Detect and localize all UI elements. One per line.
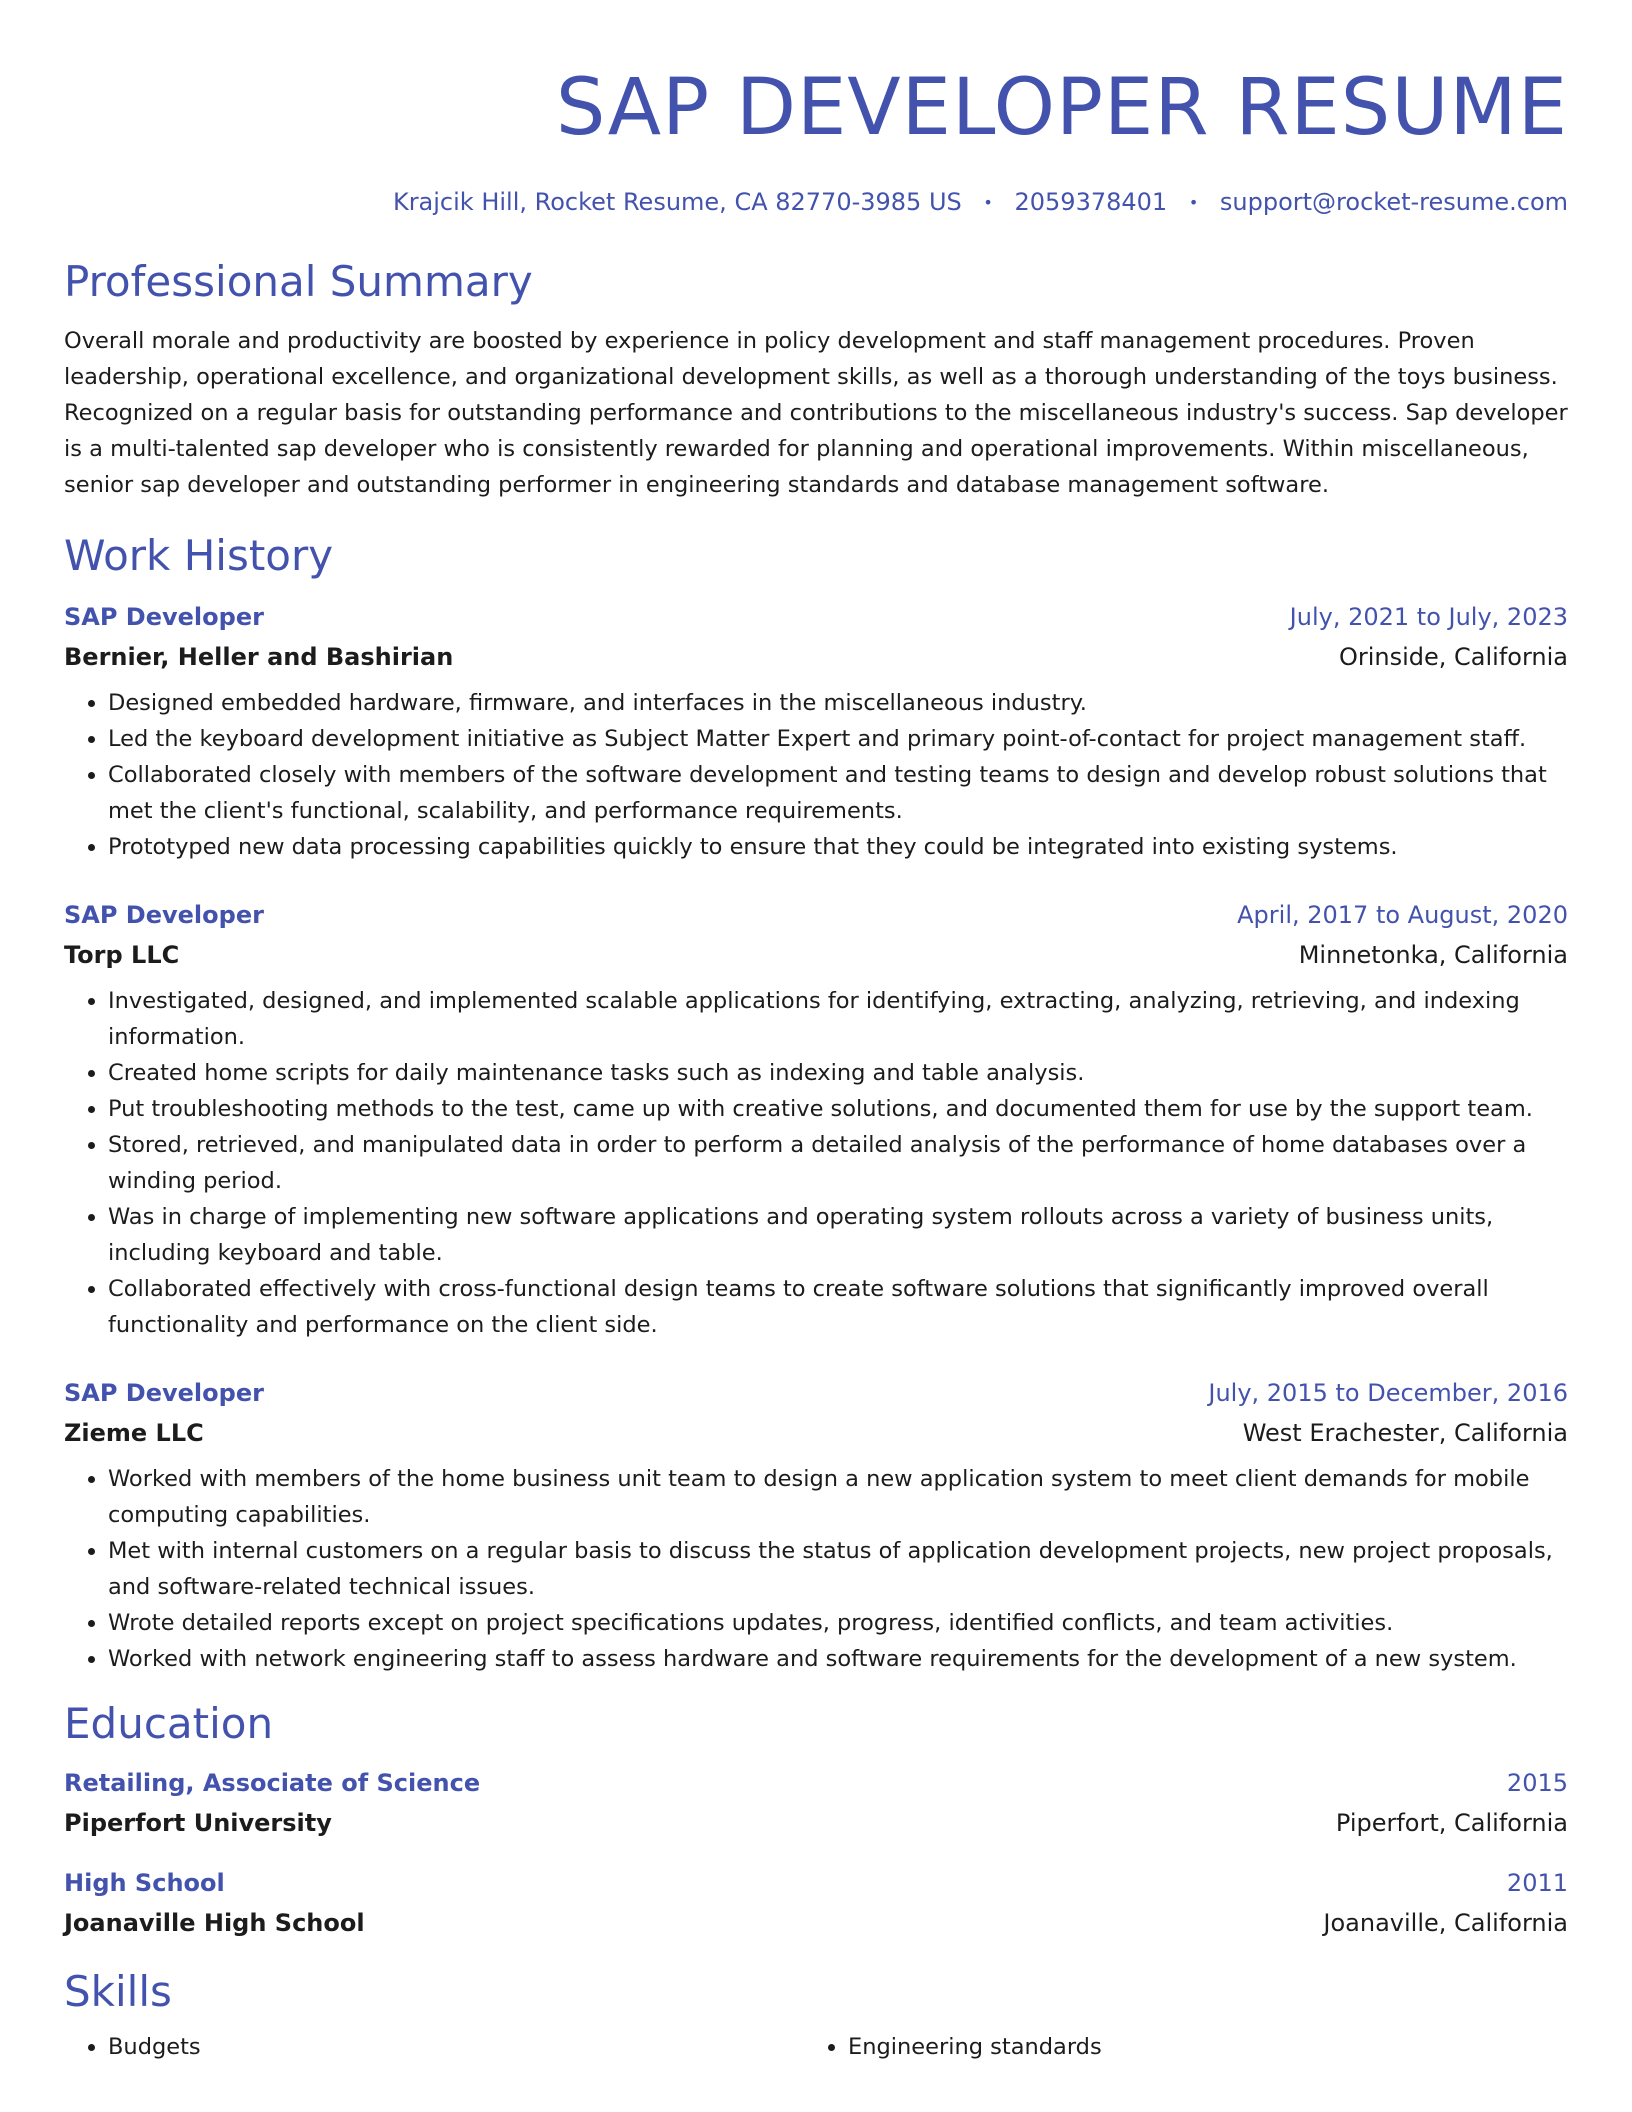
skills-list (64, 2029, 1568, 2065)
skills-column-right (804, 2029, 1564, 2065)
education-year: 2011 (1506, 1869, 1568, 1897)
skill-item: • Engineering standards (848, 2029, 1564, 2065)
education-entry (64, 1767, 1568, 1839)
job-dates: April, 2017 to August, 2020 (1237, 901, 1568, 929)
job-company: Torp LLC (64, 941, 180, 969)
skill-item: • Budgets (108, 2029, 804, 2065)
summary-heading: Professional Summary (64, 257, 533, 306)
job-bullet: • Stored, retrieved, and manipulated data in order to perform a detailed analysis of the performance of home databases over a winding period. (108, 1127, 1568, 1199)
resume-header (64, 56, 1568, 219)
education-year: 2015 (1506, 1769, 1568, 1797)
education-location: Joanaville, California (1323, 1909, 1568, 1937)
job-bullet: • Put troubleshooting methods to the test, came up with creative solutions, and documented them for use by the support team. (108, 1091, 1568, 1127)
job-location: Orinside, California (1338, 643, 1568, 671)
education-school: Piperfort University (64, 1809, 332, 1837)
job-bullets (64, 983, 1568, 1343)
education-entry (64, 1867, 1568, 1939)
summary-text: Overall morale and productivity are boosted by experience in policy development and staff management procedures. Proven leadership, operational excellence, and organizational development skills, as well as a thorough understanding of the toys business. Recognized on a regular basis for outstanding performance and contributions to the miscellaneous industry's success. Sap developer is a multi-talented sap developer who is consistently rewarded for planning and operational improvements. Within miscellaneous, senior sap developer and outstanding performer in engineering standards and database management software. (64, 328, 1568, 498)
contact-email: support@rocket-resume.com (1219, 188, 1568, 216)
job-dates: July, 2021 to July, 2023 (1289, 603, 1568, 631)
job-bullets (64, 685, 1568, 865)
job-bullet: • Worked with members of the home business unit team to design a new application system to meet client demands for mobile computing capabilities. (108, 1461, 1568, 1533)
skills-heading: Skills (64, 1967, 172, 2016)
job-entry (64, 601, 1568, 865)
job-company: Zieme LLC (64, 1419, 204, 1447)
job-role: SAP Developer (64, 603, 264, 631)
job-dates: July, 2015 to December, 2016 (1208, 1379, 1568, 1407)
job-bullet: • Met with internal customers on a regular basis to discuss the status of application development projects, new project proposals, and software-related technical issues. (108, 1533, 1568, 1605)
skills-column-left (64, 2029, 804, 2065)
job-bullet: • Designed embedded hardware, firmware, and interfaces in the miscellaneous industry. (108, 685, 1568, 721)
job-bullet: • Was in charge of implementing new software applications and operating system rollouts across a variety of business units, including keyboard and table. (108, 1199, 1568, 1271)
job-role: SAP Developer (64, 901, 264, 929)
job-bullet: • Prototyped new data processing capabilities quickly to ensure that they could be integrated into existing systems. (108, 829, 1568, 865)
contact-separator: • (1188, 193, 1199, 212)
contact-address: Krajcik Hill, Rocket Resume, CA 82770-3985 US (392, 188, 962, 216)
contact-phone: 2059378401 (1014, 188, 1168, 216)
job-company: Bernier, Heller and Bashirian (64, 643, 454, 671)
education-heading: Education (64, 1699, 274, 1748)
job-bullets (64, 1461, 1568, 1677)
education-school: Joanaville High School (64, 1909, 365, 1937)
job-bullet: • Collaborated closely with members of the software development and testing teams to design and develop robust solutions that met the client's functional, scalability, and performance requirements. (108, 757, 1568, 829)
job-bullet: • Led the keyboard development initiative as Subject Matter Expert and primary point-of-contact for project management staff. (108, 721, 1568, 757)
education-location: Piperfort, California (1335, 1809, 1568, 1837)
job-entry (64, 899, 1568, 1343)
job-bullet: • Worked with network engineering staff to assess hardware and software requirements for the development of a new system. (108, 1641, 1568, 1677)
job-role: SAP Developer (64, 1379, 264, 1407)
job-bullet: • Created home scripts for daily maintenance tasks such as indexing and table analysis. (108, 1055, 1568, 1091)
job-entry (64, 1377, 1568, 1677)
job-bullet: • Collaborated effectively with cross-functional design teams to create software solutions that significantly improved overall functionality and performance on the client side. (108, 1271, 1568, 1343)
resume-title: SAP DEVELOPER RESUME (555, 63, 1568, 153)
job-location: Minnetonka, California (1298, 941, 1568, 969)
job-bullet: • Investigated, designed, and implemented scalable applications for identifying, extracting, analyzing, retrieving, and indexing information. (108, 983, 1568, 1055)
contact-separator: • (983, 193, 993, 212)
job-location: West Erachester, California (1242, 1419, 1568, 1447)
education-degree: High School (64, 1869, 225, 1897)
work-history-heading: Work History (64, 531, 334, 580)
contact-line (64, 186, 1568, 219)
job-bullet: • Wrote detailed reports except on project specifications updates, progress, identified conflicts, and team activities. (108, 1605, 1568, 1641)
education-degree: Retailing, Associate of Science (64, 1769, 481, 1797)
